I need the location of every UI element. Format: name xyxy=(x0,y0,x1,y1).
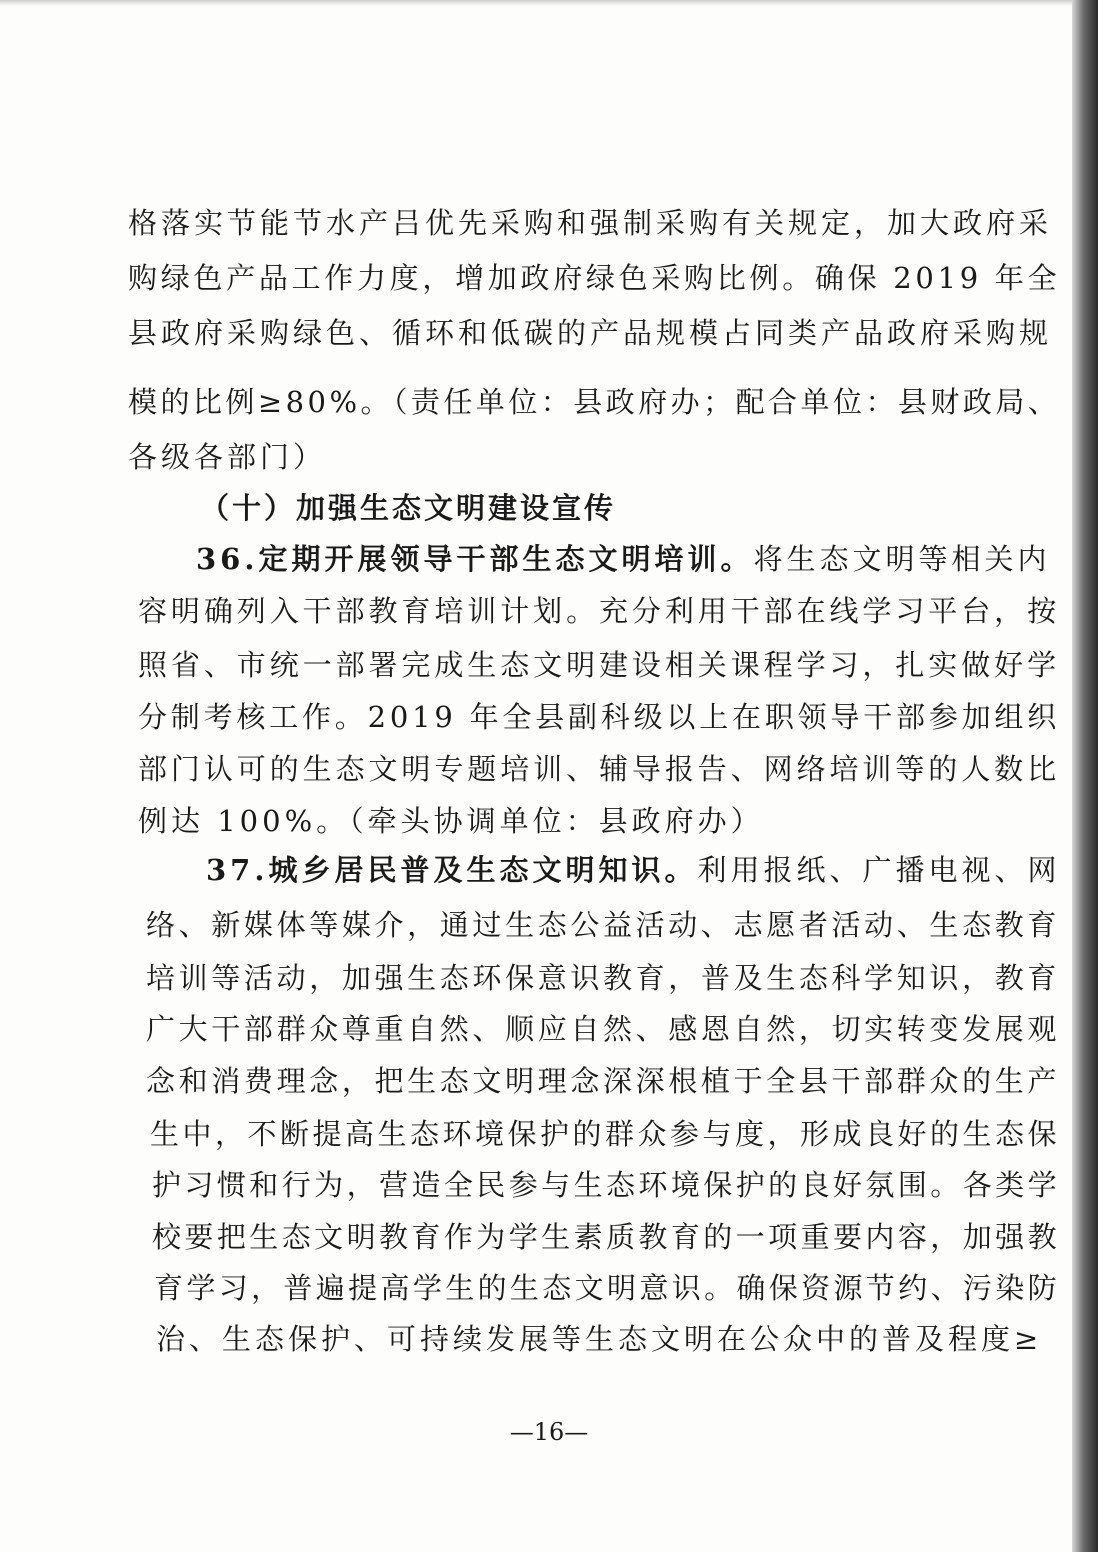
text-line: 各级各部门） xyxy=(128,440,327,474)
text-line: 校要把生态文明教育作为学生素质教育的一项重要内容，加强教 xyxy=(152,1220,1061,1254)
text-line: 育学习，普遍提高学生的生态文明意识。确保资源节约、污染防 xyxy=(154,1271,1061,1305)
scan-edge-right xyxy=(1072,0,1098,1552)
text-line: 络、新媒体等媒介，通过生态公益活动、志愿者活动、生态教育 xyxy=(146,908,1061,942)
text-line: 生中，不断提高生态环境保护的群众参与度，形成良好的生态保 xyxy=(150,1117,1061,1151)
text-line: 分制考核工作。2019 年全县副科级以上在职领导干部参加组织 xyxy=(138,700,1061,734)
scan-edge-top xyxy=(0,0,1072,6)
section-heading: （十）加强生态文明建设宣传 xyxy=(200,491,617,525)
text-line: 培训等活动，加强生态环保意识教育，普及生态科学知识，教育 xyxy=(146,961,1061,995)
text-line: 购绿色产品工作力度，增加政府绿色采购比例。确保 2019 年全 xyxy=(128,261,1061,295)
text-line: 治、生态保护、可持续发展等生态文明在公众中的普及程度≥ xyxy=(156,1322,1043,1356)
item-37-title: 37.城乡居民普及生态文明知识。 xyxy=(206,853,698,887)
item-36-first-line xyxy=(196,539,1050,579)
item-37-first-line-rest: 利用报纸、广播电视、网 xyxy=(697,853,1061,887)
text-line: 照省、市统一部署完成生态文明建设相关课程学习，扎实做好学 xyxy=(138,648,1061,682)
text-line: 格落实节能节水产吕优先采购和强制采购有关规定，加大政府采 xyxy=(128,206,1053,240)
item-36-first-line-rest: 将生态文明等相关内 xyxy=(753,542,1051,576)
item-36-title: 36.定期开展领导干部生态文明培训。 xyxy=(196,542,754,576)
text-line: 部门认可的生态文明专题培训、辅导报告、网络培训等的人数比 xyxy=(138,752,1061,786)
text-line: 护习惯和行为，营造全民参与生态环境保护的良好氛围。各类学 xyxy=(152,1168,1061,1202)
item-37-first-line xyxy=(206,850,1060,890)
text-line: 念和消费理念，把生态文明理念深深根植于全县干部群众的生产 xyxy=(146,1064,1061,1098)
text-line: 容明确列入干部教育培训计划。充分利用干部在线学习平台，按 xyxy=(138,594,1061,628)
text-line: 广大干部群众尊重自然、顺应自然、感恩自然，切实转变发展观 xyxy=(146,1012,1061,1046)
page-number: —16— xyxy=(509,1418,589,1446)
text-line: 县政府采购绿色、循环和低碳的产品规模占同类产品政府采购规 xyxy=(128,316,1053,350)
text-line: 模的比例≥80%。（责任单位：县政府办；配合单位：县财政局、 xyxy=(128,385,1061,419)
text-line: 例达 100%。（牵头协调单位：县政府办） xyxy=(138,804,764,838)
